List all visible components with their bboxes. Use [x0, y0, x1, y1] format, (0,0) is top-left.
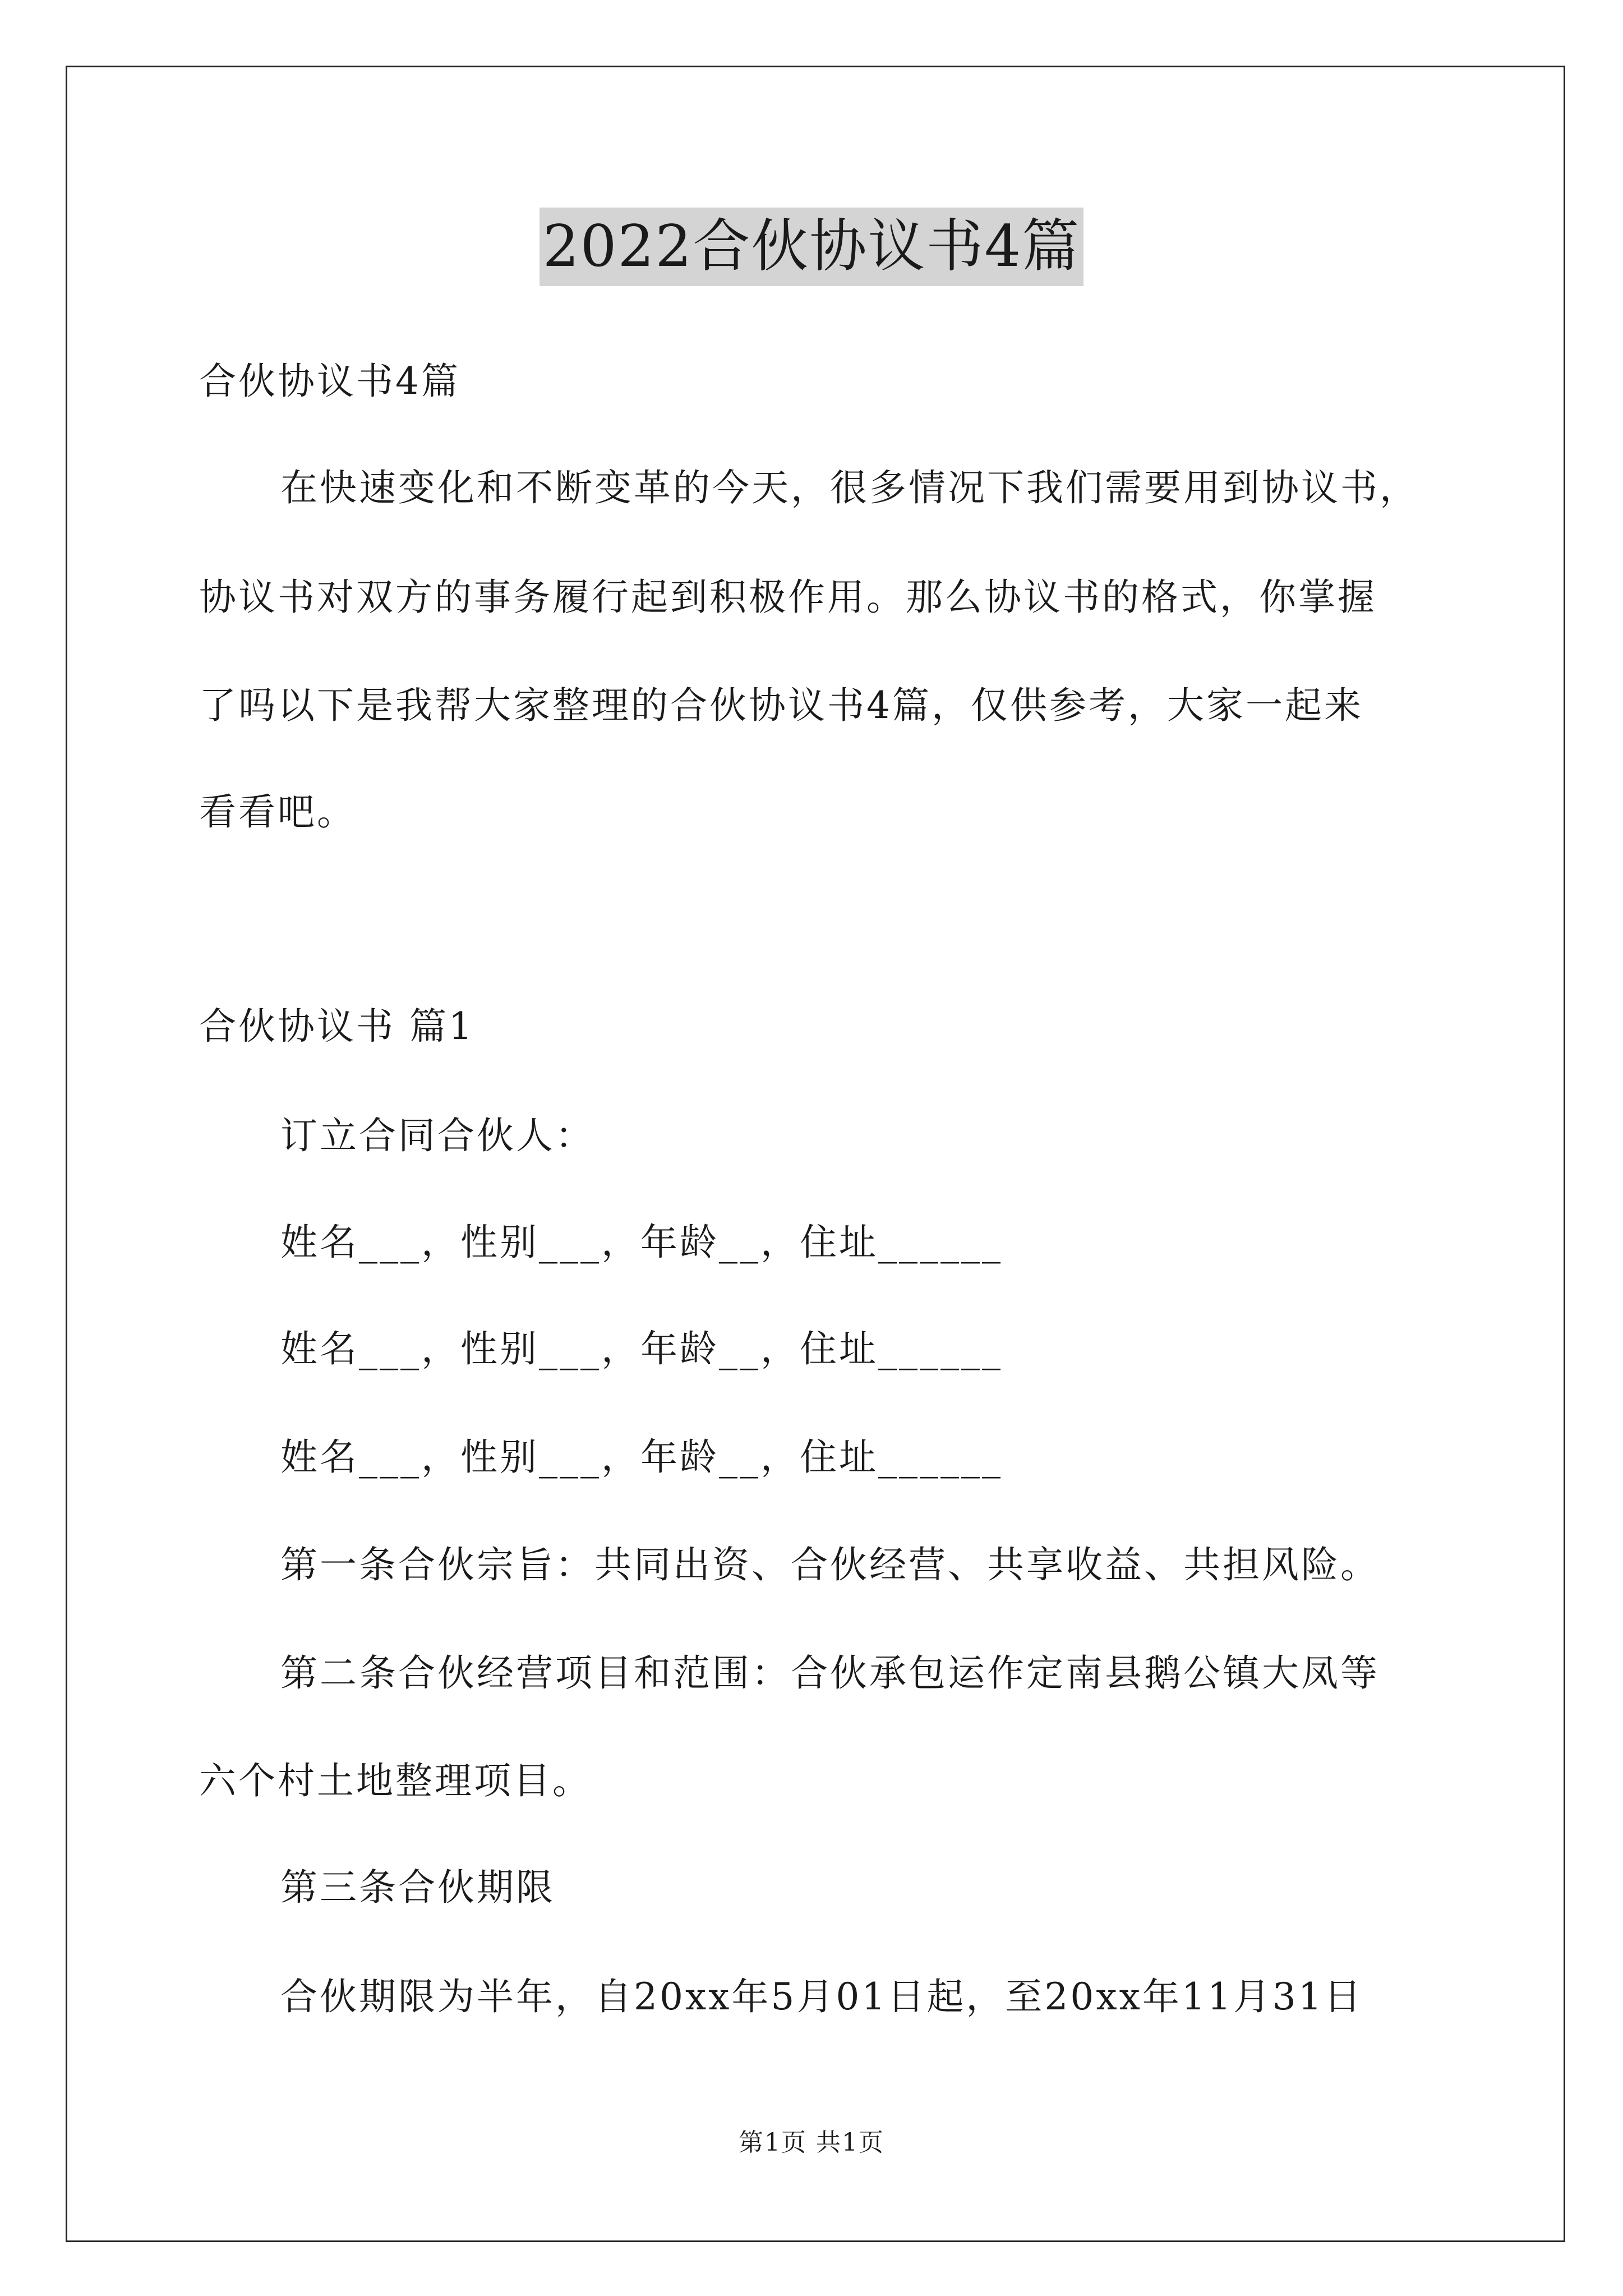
party-line-3: 姓名___，性别___，年龄__，住址______: [280, 1435, 1003, 1479]
party-line-1: 姓名___，性别___，年龄__，住址______: [280, 1221, 1003, 1264]
intro-line-1: 在快速变化和不断变革的今天，很多情况下我们需要用到协议书，: [280, 466, 1419, 509]
page-footer: 第1页 共1页: [739, 2128, 884, 2157]
intro-line-2: 协议书对双方的事务履行起到积极作用。那么协议书的格式，你掌握: [199, 576, 1377, 619]
document-title: 2022合伙协议书4篇: [540, 208, 1083, 286]
article-2-line-1: 第二条合伙经营项目和范围：合伙承包运作定南县鹅公镇大凤等: [280, 1651, 1380, 1695]
intro-line-4: 看看吧。: [199, 790, 356, 834]
section-heading: 合伙协议书 篇1: [199, 1005, 474, 1048]
article-3-line-1: 合伙期限为半年，自20xx年5月01日起，至20xx年11月31日: [280, 1975, 1363, 2018]
article-1: 第一条合伙宗旨：共同出资、合伙经营、共享收益、共担风险。: [280, 1543, 1380, 1586]
document-subtitle: 合伙协议书4篇: [199, 360, 460, 403]
title-container: [0, 208, 1623, 286]
article-3-heading: 第三条合伙期限: [280, 1866, 555, 1909]
article-2-line-2: 六个村土地整理项目。: [199, 1759, 592, 1802]
party-line-2: 姓名___，性别___，年龄__，住址______: [280, 1327, 1003, 1370]
parties-label: 订立合同合伙人：: [280, 1114, 594, 1157]
intro-line-3: 了吗以下是我帮大家整理的合伙协议书4篇，仅供参考，大家一起来: [199, 684, 1363, 727]
